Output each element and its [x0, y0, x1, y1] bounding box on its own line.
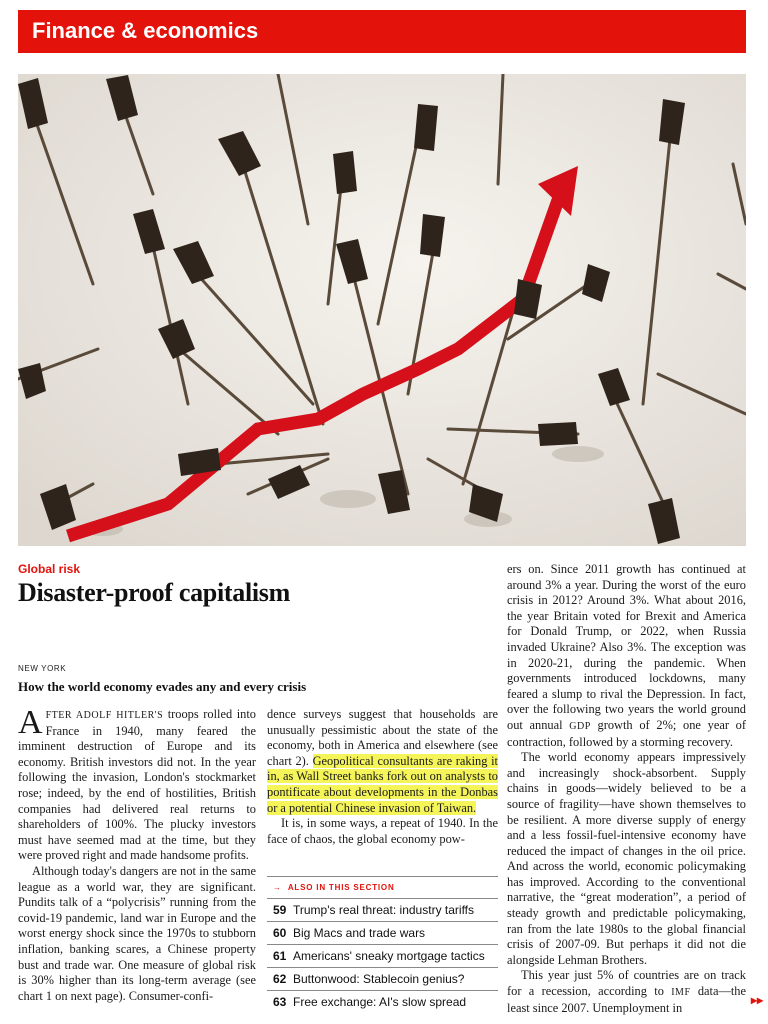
section-link[interactable]: [267, 990, 498, 1013]
body-column-3: [507, 562, 746, 1016]
paragraph: [507, 562, 746, 750]
paragraph: It is, in some ways, a repeat of 1940. In the face of chaos, the global economy pow-: [267, 816, 498, 846]
paragraph-text: ers on. Since 2011 growth has continued at around 3% a year. During the worst of the euro crisis in 2012? Around 3%. What about 2016, the year Britain voted for Brexit and America for Donald Trump, or 2022, when Russia invaded Ukraine? Also 3%. The exception was in 2020-21, during the pandemic. When governments introduced lockdowns, many feared a slump to rival the Depression. In fact, over the following two years the world ground out annual: [507, 562, 746, 732]
also-heading-label: ALSO IN THIS SECTION: [287, 883, 395, 892]
page-number: 60: [273, 926, 287, 940]
page-number: 62: [273, 972, 287, 986]
abbreviation: GDP: [569, 720, 591, 732]
article-headline: Disaster-proof capitalism: [18, 578, 290, 607]
drop-cap: A: [18, 704, 43, 741]
page-number: 59: [273, 903, 287, 917]
page-number: 61: [273, 949, 287, 963]
body-column-2: [267, 707, 498, 847]
section-link[interactable]: [267, 944, 498, 967]
paragraph-text: data—the least since 2007. Unemployment in: [507, 984, 746, 1015]
link-title: Buttonwood: Stablecoin genius?: [293, 972, 465, 986]
article-dateline: NEW YORK: [18, 664, 67, 673]
hero-image: [18, 74, 746, 546]
arrow-right-icon: →: [273, 883, 282, 892]
paragraph-text: This year just 5% of countries are on track for a recession, according to: [507, 968, 746, 999]
paragraph-text: growth of 2%; one year of contraction, followed by a storming recovery.: [507, 717, 746, 749]
paragraph: Although today's dangers are not in the same league as a world war, they are significant. Pundits talk of a “polycrisis” running from the covid-19 pandemic, land war in Europe and the worst energy shock since the 1970s to stubborn inflation, banking scares, a Chinese property bust and trade war. One measure of global risk is 30% higher than its long-term average (see chart 1 on next page). Consumer-confi-: [18, 863, 256, 1003]
highlighted-text: Geopolitical consultants are raking it in, as Wall Street banks fork out on analysts to pontificate about developments in the Donbas or a potential Chinese invasion of Taiwan.: [267, 753, 498, 815]
section-link[interactable]: [267, 898, 498, 921]
paragraph: [267, 707, 498, 816]
hero-illustration: [18, 74, 746, 546]
also-in-section-box: [267, 876, 498, 1013]
section-link[interactable]: [267, 921, 498, 944]
page-number: 63: [273, 995, 287, 1009]
article-kicker: Global risk: [18, 562, 81, 576]
also-in-section-heading: [267, 876, 498, 898]
section-banner: [18, 10, 746, 53]
paragraph: [18, 704, 256, 864]
continue-arrow-icon[interactable]: ▸▸: [751, 993, 764, 1007]
body-column-1: [18, 704, 256, 1004]
link-title: Free exchange: AI's slow spread: [293, 995, 467, 1009]
section-link[interactable]: [267, 967, 498, 990]
abbreviation: IMF: [671, 987, 691, 999]
paragraph-text: troops rolled into France in 1940, many feared the imminent destruction of Europe and its economy. British investors did not. In the year following the invasion, London's stockmarket rose; indeed, by the end of hostilities, British companies had delivered real returns to shareholders of 100%. The plucky investors must have seemed mad at the time, but they were proved right and made handsome profits.: [18, 707, 256, 863]
paragraph-text: dence surveys suggest that households are unusually pessimistic about the state of the economy, both in America and elsewhere (see chart 2).: [267, 707, 498, 768]
section-title: Finance & economics: [32, 18, 259, 43]
link-title: Trump's real threat: industry tariffs: [293, 903, 475, 917]
article-standfirst: How the world economy evades any and every crisis: [18, 679, 307, 694]
paragraph: The world economy appears impressively and increasingly shock-absorbent. Supply chains in goods—widely believed to be a source of fragility—have shown themselves to be resilient. A more diverse supply of energy and a less fossil-fuel-intensive economy have reduced the impact of changes in the oil price. And across the world, economic policymaking has improved. According to the conventional narrative, the “great moderation”, a period of steady growth and predictable policymaking, ran from the late 1980s to the global financial crisis of 2007-09. But perhaps it did not die alongside Lehman Brothers.: [507, 750, 746, 967]
link-title: Americans' sneaky mortgage tactics: [293, 949, 485, 963]
paragraph: [507, 968, 746, 1016]
link-title: Big Macs and trade wars: [293, 926, 426, 940]
lead-small-caps: FTER ADOLF HITLER'S: [45, 710, 164, 721]
